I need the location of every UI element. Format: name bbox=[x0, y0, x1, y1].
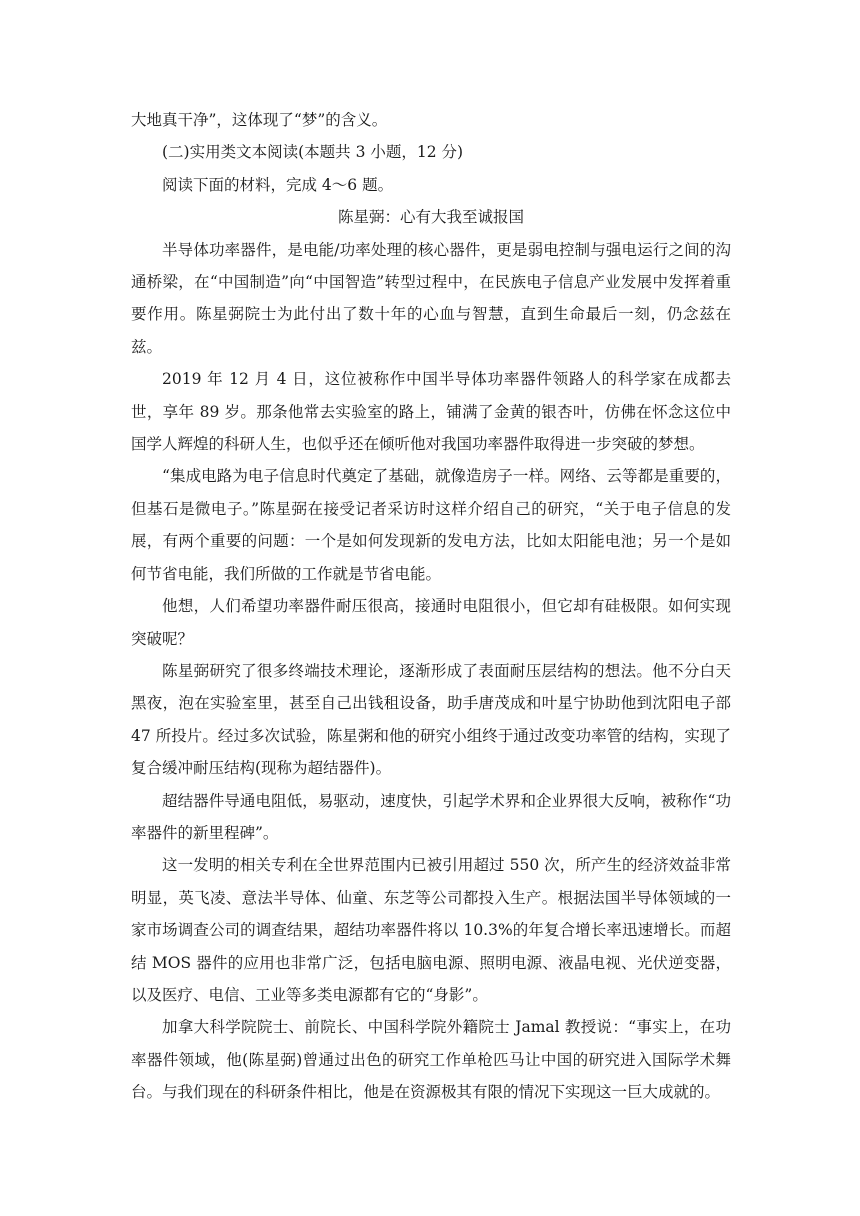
instruction-text: 阅读下面的材料，完成 4～6 题。 bbox=[162, 175, 394, 194]
paragraph: 这一发明的相关专利在全世界范围内已被引用超过 550 次，所产生的经济效益非常明显，英飞凌、意法半导体、仙童、东芝等公司都投入生产。根据法国半导体领域的一家市场调查公司的调查结果，超结功率器件将以 10.3%的年复合增长率迅速增长。而超结 MOS 器件的应用也非常广泛，包括电脑电源、照明电源、液晶电视、光伏逆变器，以及医疗、电信、工业等多类电源都有它的“身影”。 bbox=[131, 856, 731, 1004]
continuation-text: 大地真干净”，这体现了“梦”的含义。 bbox=[131, 111, 388, 129]
section-heading: (二)实用类文本阅读(本题共 3 小题，12 分) bbox=[162, 143, 464, 162]
paragraph: 加拿大科学院院士、前院长、中国科学院外籍院士 Jamal 教授说：“事实上，在功率器件领域，他(陈星弼)曾通过出色的研究工作单枪匹马让中国的研究进入国际学术舞台。与我们现在的科研条件相比，他是在资源极其有限的情况下实现这一巨大成就的。 bbox=[131, 1018, 731, 1102]
paragraph: “集成电路为电子信息时代奠定了基础，就像造房子一样。网络、云等都是重要的，但基石是微电子。”陈星弼在接受记者采访时这样介绍自己的研究，“关于电子信息的发展，有两个重要的问题：一个是如何发现新的发电方法，比如太阳能电池；另一个是如何节省电能，我们所做的工作就是节省电能。 bbox=[131, 467, 731, 583]
article-title: 陈星弼：心有大我至诚报国 bbox=[337, 208, 524, 227]
paragraph: 他想，人们希望功率器件耐压很高，接通时电阻很小，但它却有硅极限。如何实现突破呢？ bbox=[131, 597, 731, 648]
paragraph: 超结器件导通电阻低，易驱动，速度快，引起学术界和企业界很大反响，被称作“功率器件的新里程碑”。 bbox=[131, 791, 731, 842]
document-page bbox=[131, 104, 731, 1109]
paragraph: 半导体功率器件，是电能/功率处理的核心器件，更是弱电控制与强电运行之间的沟通桥梁，在“中国制造”向“中国智造”转型过程中，在民族电子信息产业发展中发挥着重要作用。陈星弼院士为此付出了数十年的心血与智慧，直到生命最后一刻，仍念兹在兹。 bbox=[131, 240, 731, 356]
paragraph: 2019 年 12 月 4 日，这位被称作中国半导体功率器件领路人的科学家在成都去世，享年 89 岁。那条他常去实验室的路上，铺满了金黄的银杏叶，仿佛在怀念这位中国学人辉煌的科研人生，也似乎还在倾听他对我国功率器件取得进一步突破的梦想。 bbox=[131, 370, 731, 454]
paragraph: 陈星弼研究了很多终端技术理论，逐渐形成了表面耐压层结构的想法。他不分白天黑夜，泡在实验室里，甚至自己出钱租设备，助手唐茂成和叶星宁协助他到沈阳电子部 47 所投片。经过多次试验，陈星粥和他的研究小组终于通过改变功率管的结构，实现了复合缓冲耐压结构(现称为超结器件)。 bbox=[131, 661, 731, 778]
